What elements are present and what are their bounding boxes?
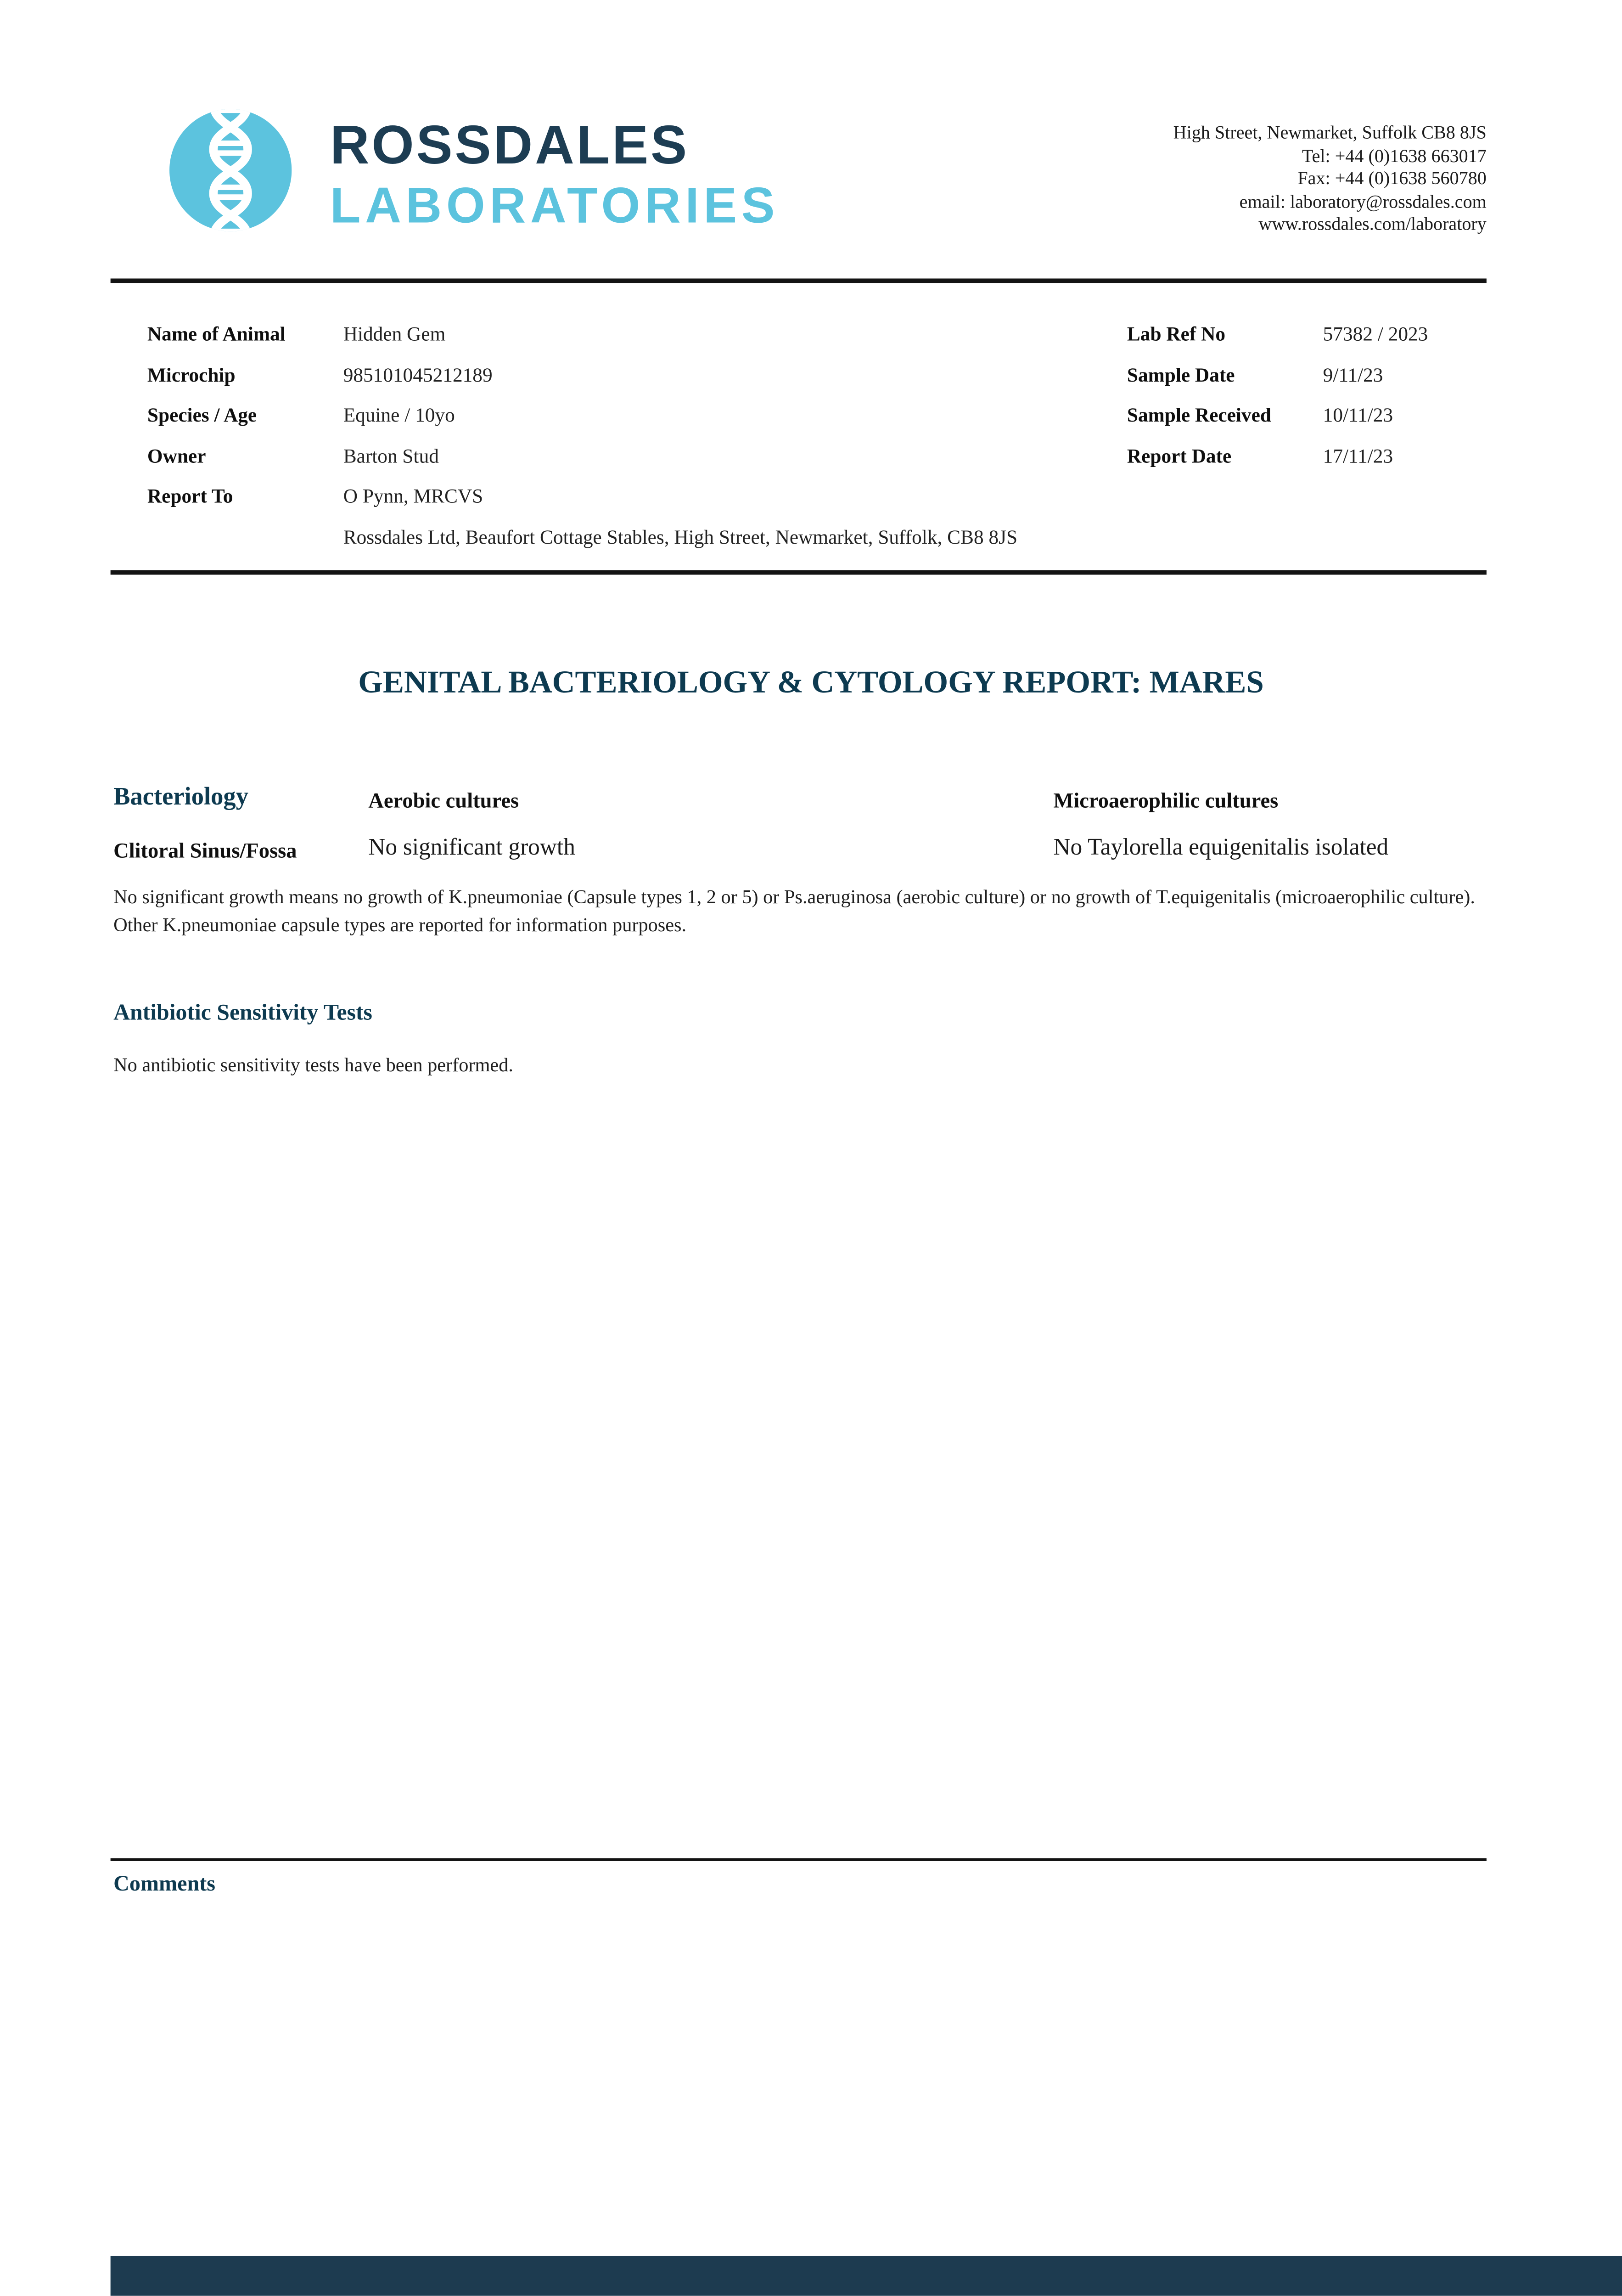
header-divider — [111, 279, 1487, 283]
info-value: 10/11/23 — [1323, 404, 1393, 426]
info-value: 17/11/23 — [1323, 444, 1393, 467]
brand-block — [330, 115, 780, 235]
aerobic-cultures-column-header: Aerobic cultures — [368, 790, 519, 814]
info-label: Microchip — [147, 363, 236, 386]
info-value: O Pynn, MRCVS — [343, 484, 483, 507]
sample-site-label: Clitoral Sinus/Fossa — [113, 840, 297, 864]
info-row-microchip — [147, 363, 493, 404]
lab-address-block — [1173, 122, 1487, 237]
antibiotic-tests-text: No antibiotic sensitivity tests have been performed. — [113, 1053, 513, 1076]
info-row-species-age — [147, 404, 493, 444]
info-label: Sample Date — [1127, 363, 1235, 386]
info-value: Equine / 10yo — [343, 404, 455, 426]
info-label: Sample Received — [1127, 404, 1271, 426]
info-row-owner — [147, 445, 493, 485]
info-value: Barton Stud — [343, 444, 439, 467]
info-label: Report Date — [1127, 444, 1232, 467]
footer-bar — [111, 2256, 1622, 2296]
info-label: Owner — [147, 444, 206, 467]
bacteriology-heading: Bacteriology — [113, 782, 249, 810]
microaerophilic-cultures-column-header: Microaerophilic cultures — [1053, 790, 1279, 814]
aerobic-result: No significant growth — [368, 835, 575, 861]
info-value: 985101045212189 — [343, 363, 493, 386]
info-row-name-of-animal — [147, 323, 493, 363]
bacteriology-note: No significant growth means no growth of K.pneumoniae (Capsule types 1, 2 or 5) or Ps.aeruginosa (aerobic culture) or no growth of T.equigenitalis (microaerophilic culture). Other K.pneumoniae capsule types are reported for information purposes. — [113, 885, 1485, 936]
rossdales-logo — [169, 109, 292, 231]
comments-divider — [111, 1858, 1487, 1861]
info-label: Species / Age — [147, 404, 257, 426]
info-row-lab-ref — [1127, 323, 1428, 363]
antibiotic-tests-heading: Antibiotic Sensitivity Tests — [113, 1000, 372, 1026]
address-line: High Street, Newmarket, Suffolk CB8 8JS — [1173, 122, 1487, 143]
address-phone: Tel: +44 (0)1638 663017 — [1302, 145, 1487, 166]
dna-icon — [169, 109, 292, 231]
info-value: 9/11/23 — [1323, 363, 1383, 386]
address-website: www.rossdales.com/laboratory — [1258, 214, 1487, 235]
info-value: Hidden Gem — [343, 322, 446, 345]
info-divider — [111, 570, 1487, 575]
info-row-report-date — [1127, 445, 1428, 485]
info-label: Name of Animal — [147, 322, 286, 345]
report-to-address: Rossdales Ltd, Beaufort Cottage Stables, High Street, Newmarket, Suffolk, CB8 8JS — [343, 526, 1018, 548]
info-row-sample-received — [1127, 404, 1428, 444]
info-row-sample-date — [1127, 363, 1428, 404]
info-value: 57382 / 2023 — [1323, 322, 1428, 345]
address-email: email: laboratory@rossdales.com — [1239, 191, 1487, 212]
brand-subname: LABORATORIES — [330, 178, 780, 235]
brand-name: ROSSDALES — [330, 115, 690, 175]
address-fax: Fax: +44 (0)1638 560780 — [1297, 168, 1487, 189]
animal-info-column — [147, 323, 493, 525]
info-label: Report To — [147, 484, 233, 507]
lab-info-column — [1127, 323, 1428, 485]
microaerophilic-result: No Taylorella equigenitalis isolated — [1053, 835, 1389, 861]
comments-heading: Comments — [113, 1873, 216, 1896]
report-title: GENITAL BACTERIOLOGY & CYTOLOGY REPORT: MARES — [358, 664, 1264, 700]
info-row-report-to — [147, 485, 493, 525]
info-label: Lab Ref No — [1127, 322, 1226, 345]
